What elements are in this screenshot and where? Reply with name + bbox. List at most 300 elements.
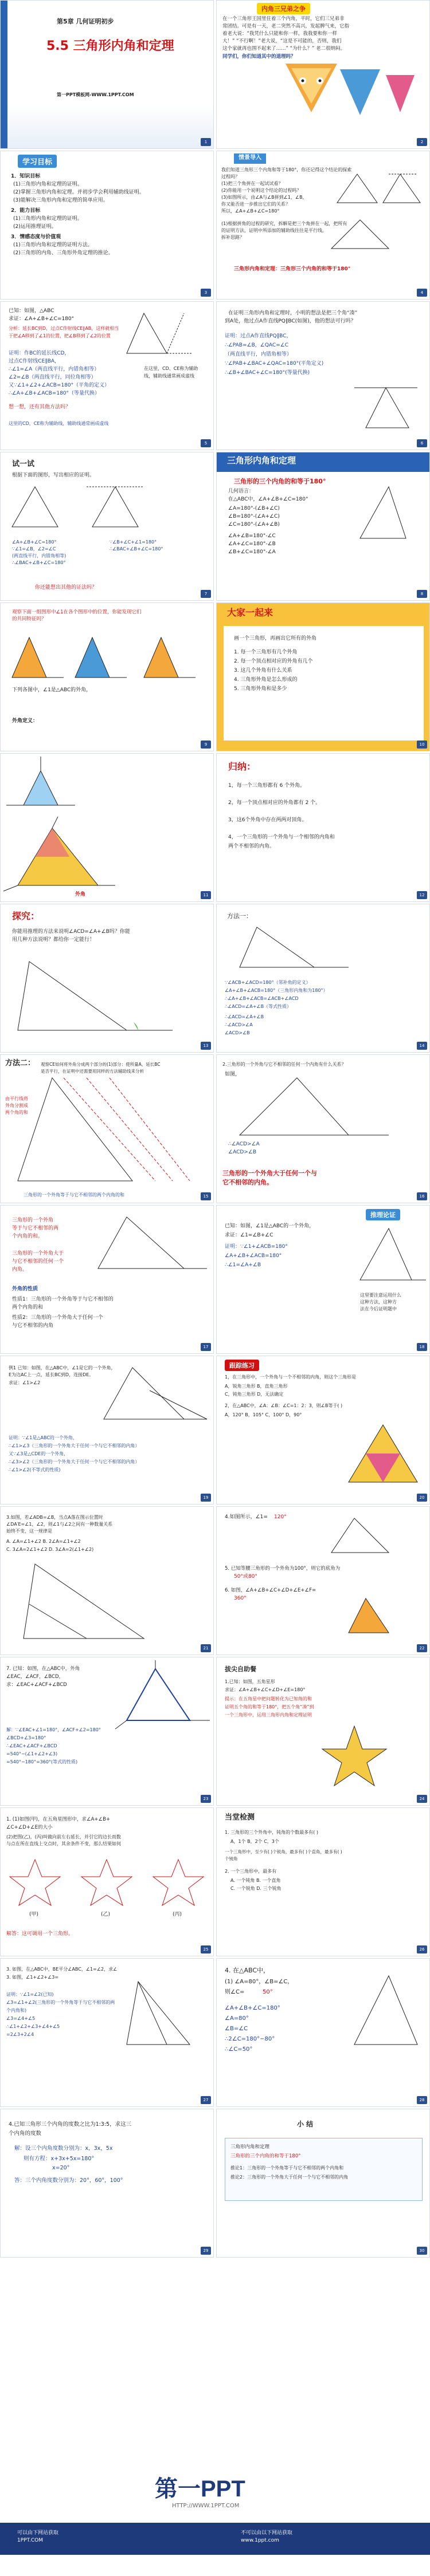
prop-t2: 等于与它不相邻的两 (12, 1226, 59, 1231)
practice-o2: C，钝角三角形 D，无法确定 (225, 1392, 284, 1397)
reason-p2: 求证：∠1=∠B+∠C (225, 1232, 273, 1238)
q4b-l2: 则∠C= (225, 1989, 245, 1995)
slide-badge: 22 (417, 1644, 427, 1652)
slide-badge: 7 (201, 590, 211, 598)
theorem-g4: ∠C=180°-(∠A+∠B) (228, 522, 280, 527)
story-line-2: 常团结。可是有一天，老二突然不高兴，发起脾气来，它指 (222, 23, 350, 29)
p1-proof4: 又∵∠1+∠2+∠ACB=180°（平角的定义） (9, 383, 110, 388)
m2-figure (1, 1055, 214, 1203)
obj-k1c: (3)能解决三角形内角和定理的简单应用。 (13, 198, 108, 203)
slide-badge: 28 (417, 2096, 427, 2104)
q7-p6: ∴∠EAC+∠ACF+∠BCD (6, 1743, 57, 1748)
slide-badge: 2 (417, 138, 427, 146)
ext-p3: 下列各图中，∠1是△ABC的外角， (12, 687, 92, 693)
p1-proof5: ∴∠A+∠B+∠ACB=180°（等量代换） (9, 391, 100, 396)
stars-p1: 1. (1)如图(甲)，在五角星图形中，求∠A+∠B+ (6, 1817, 111, 1822)
activity-i6: 5. 三角形外角和是多少 (234, 686, 287, 692)
challenge-star (217, 1657, 430, 1806)
activity-header: 大家一起来 (227, 607, 273, 618)
q4b-l6: ∴2∠C=180°−80° (225, 2036, 275, 2042)
intro-p10: 拆补思路？ (221, 235, 244, 240)
q3b-l4: ∠3=∠4+∠5 (6, 2016, 36, 2021)
slide-badge: 21 (201, 1644, 211, 1652)
try-l1: ∠A+∠B+∠C=180° (12, 539, 57, 545)
final-p4: 推论2：三角形的一个外角大于任何一个与它不相邻的内角 (230, 2175, 349, 2180)
slide-badge: 19 (201, 1494, 211, 1502)
prop-e2: 性质1：三角形的一个外角等于与它不相邻的 (12, 1297, 114, 1302)
q3-l3: 始终不变，这一规律是 (6, 1529, 52, 1534)
try-figures (1, 452, 214, 601)
ineq-c1: 三角形的一个外角大于任何一个与 (222, 1169, 317, 1177)
summary-r2: 2，每一个顶点相对应的外角都有 2 个。 (228, 800, 321, 806)
quiz-q1: 1. 三角形的三个外角中，钝角的个数最多有( ) (225, 1830, 318, 1835)
slide-method-2 (0, 1054, 214, 1203)
slide-badge: 15 (201, 1192, 211, 1200)
slide-badge: 12 (417, 891, 427, 899)
slide-objectives (0, 151, 214, 300)
slide-badge: 5 (201, 439, 211, 447)
q3b-l1: 证明：∵∠1=∠2(已知) (6, 1992, 54, 1997)
final-p2: 三角形的三个内角的和等于180° (230, 2153, 301, 2159)
slide-story (216, 0, 430, 149)
q3b-l6: =2∠3+2∠4 (6, 2032, 34, 2037)
slide-question-4 (216, 1958, 430, 2107)
try-l3: (两直线平行，内错角相等) (12, 553, 67, 558)
story-line-1: 在一个三角形王国里住着三个内角，平时，它们三兄弟非 (222, 16, 345, 22)
obj-k1b: (2)掌握三角形内角和定理。并初步学会利用辅助线证明。 (13, 190, 144, 195)
theorem-g1: 在△ABC中，∠A+∠B+∠C=180° (228, 497, 308, 502)
q4b-l3: ∠A+∠B+∠C=180° (225, 2005, 280, 2011)
slide-activity (216, 602, 430, 751)
quiz-o3: C. 一个锐角 D. 三个锐角 (230, 1886, 282, 1891)
slide-badge: 30 (417, 2247, 427, 2255)
summary-title: 归纳： (228, 761, 256, 772)
practice-o1: A，锐角三角形 B，直角三角形 (225, 1384, 288, 1389)
q4b-title: 4. 在△ABC中， (225, 1967, 270, 1974)
final-p1: 三角形内角和定理 (230, 2144, 270, 2150)
story-banner: 内角三兄弟之争 (257, 3, 310, 14)
p1-tail: 这里的CD，CE称为辅助线，辅助线通常画成虚线 (9, 421, 109, 426)
footer-url[interactable]: HTTP://WWW.1PPT.COM (172, 2503, 240, 2509)
theorem-title: 三角形内角和定理 (227, 455, 296, 466)
prop-t3: 个内角的和。 (12, 1234, 44, 1239)
q4b-l7: ∴∠C=50° (225, 2046, 253, 2053)
footer-b1: 可以由下网站获取 (17, 2530, 59, 2536)
obj-k3: 3．情感态度与价值观 (11, 234, 61, 240)
reason-p3: 证明：∵∠1+∠ACB=180° (225, 1244, 288, 1250)
p2-line7: ∴∠B+∠BAC+∠C=180°(等量代换) (225, 370, 310, 376)
p2-line3: 证明：过点A作直线PQ∥BC， (225, 333, 292, 339)
m2-p1: 观察CE如何将外角分成两个部分的(1)部分：使所量A，延长BC (41, 1062, 161, 1067)
slide-intro (216, 151, 430, 300)
footer-logo: 第一PPT (155, 2476, 245, 2502)
slide-badge: 11 (201, 891, 211, 899)
ineq-p1: 2.三角形的一个外角与它不相邻的任何一个内角有什么关系？ (222, 1062, 346, 1067)
ex1-p1: 例1 已知：如图，在△ABC中，∠1是它的一个外角， (9, 1365, 116, 1370)
q3b-l3: 个内角和) (6, 2008, 27, 2013)
footer-band (0, 2523, 430, 2555)
story-question: 同学们，你们知道其中的道理吗？ (222, 54, 296, 60)
challenge-p4: 证明五个角的和等于180°，把五个角“凑”到 (225, 1704, 314, 1710)
theorem-g2: ∠A=180°-(∠B+∠C) (228, 506, 280, 511)
slide-title-text: 5.5 三角形内角和定理 (46, 39, 174, 53)
story-line-5: 这个家就再也围不起来了……” “为什么？” 老二很纳闷。 (222, 46, 346, 52)
p1-proof1: 过点C作射线CE∥BA， (9, 359, 60, 364)
reason-p4: ∠A+∠B+∠ACB=180° (225, 1253, 282, 1259)
p1-proof2: ∴∠1=∠A（两直线平行，内错角相等） (9, 367, 100, 372)
ex1-p8: ∴∠1>∠2(不等式的性质) (9, 1467, 61, 1472)
p1-proof0: 证明：作BC的延长线CD， (9, 350, 70, 356)
intro-header: 情景导入 (234, 153, 266, 164)
reason-figure (217, 1206, 430, 1354)
m2-title: 方法二： (5, 1059, 36, 1068)
slide-badge: 4 (417, 289, 427, 297)
m2-s3: 两个角的和 (5, 1110, 28, 1115)
theorem-g3: ∠B=180°-(∠A+∠C) (228, 514, 280, 519)
slide-badge: 3 (201, 289, 211, 297)
challenge-p1: 1.已知：如图，五角星形 (225, 1679, 275, 1684)
intro-p1: 我们知道三角形三个内角和等于180°，你还记得这个结论的探索 (221, 167, 352, 172)
practice-figure (217, 1356, 430, 1504)
q3-o2: C. 3∠A=2∠1+∠2 D. 3∠A=2(∠1+∠2) (6, 1547, 94, 1552)
m1-l5: ∴∠ACD=∠A+∠B (225, 1014, 264, 1019)
ratio-p4: 则有方程：x+3x+5x=180° (24, 2156, 95, 2162)
m1-l6: ∴∠ACD>∠A (225, 1022, 253, 1027)
slide-accent-bar (1, 1, 7, 149)
stars-label-b: (乙) (101, 1912, 111, 1917)
ext-p4: 外角定义： (12, 718, 38, 724)
obj-k1: 1．知识目标 (11, 174, 41, 179)
slide-badge: 13 (201, 1042, 211, 1050)
theorem-lang: 几何语言： (228, 489, 255, 494)
reason-p5: ∴∠1=∠A+∠B (225, 1262, 261, 1268)
quiz-q1c: 个钝角 (225, 1856, 238, 1861)
quiz-q2: 2. 一个三角形中，最多有 (225, 1869, 277, 1874)
practice-q2: 2，在△ABC中，∠A：∠B：∠C=1：2：3，则∠B等于( ) (225, 1403, 343, 1408)
p2-line5: （两直线平行，内错角相等） (225, 352, 292, 357)
activity-i2: 1. 每一个三角形有几个外角 (234, 649, 298, 655)
reason-p1: 已知：如图，∠1是△ABC的一个外角， (225, 1223, 315, 1229)
summary-r3: 3，这6个外角中存在两两对顶角。 (228, 817, 307, 823)
q3b-p2: 3. 如图，∠1+∠2+∠3= (6, 1975, 59, 1980)
intro-diagrams (217, 151, 430, 300)
final-summary-title: 小 结 (297, 2120, 314, 2128)
practice-o3: A，120° B，105° C，100° D，90° (225, 1412, 302, 1417)
slide-question-3b (0, 1958, 214, 2107)
slide-challenge (216, 1657, 430, 1806)
q3b-l2: ∠3=∠1+∠2(三角形的一个外角等于与它不相邻的两 (6, 2000, 115, 2005)
summary-r5: 两个不相邻的内角。 (228, 844, 275, 849)
q4-text: 4.如图所示，∠1= (225, 1514, 268, 1520)
q6-text: 6. 如图，∠A+∠B+∠C+∠D+∠E+∠F= (225, 1588, 316, 1593)
slide-ext-figure (0, 753, 214, 902)
prop-t5: 与它不相邻的任何一个 (12, 1259, 64, 1265)
try-sub: 根据下面的图形，写出相应的证明。 (12, 472, 95, 478)
q3b-p1: 3. 如图，在△ABC中，BE平分∠ABC，∠1=∠2，求∠ (6, 1967, 118, 1972)
ex1-p2: E为边AC上一点，延长BC到D，连接DE。 (9, 1372, 94, 1377)
theorem-g6: ∠A+∠C=180°-∠B (228, 541, 276, 547)
slide-badge: 24 (417, 1795, 427, 1803)
slide-badge: 17 (201, 1343, 211, 1351)
ex1-figure (1, 1356, 214, 1504)
slide-summary-ext (216, 753, 430, 902)
intro-p2: 过程吗？ (221, 174, 240, 179)
obj-k3b: (2)三角形的内角、三角形外角定理的推论。 (13, 250, 114, 256)
slide-question-7 (0, 1657, 214, 1806)
ex1-p7: ∴∠3>∠2（三角形的一个外角大于任何一个与它不相邻的内角） (9, 1459, 140, 1464)
stars-p4: 与点在所在直线上交点时，其余条件不变，那么结果如何 (6, 1841, 121, 1846)
reason-n2: 这种方法，这种方 (360, 1299, 397, 1305)
reason-header: 推理论证 (366, 1209, 400, 1220)
m1-l3: ∴∠A+∠B+∠ACB=∠ACB+∠ACD (225, 996, 299, 1001)
slide-proof-2 (216, 301, 430, 450)
q4-answer: 120° (274, 1514, 287, 1520)
intro-conclusion: 三角形内角和定理：三角形三个内角的和等于180° (234, 266, 351, 272)
explore-title: 探究： (12, 911, 40, 921)
ext-figures (1, 603, 214, 751)
slide-badge: 23 (201, 1795, 211, 1803)
slide-badge: 16 (417, 1192, 427, 1200)
intro-p4: (2)你能用一个说明这个结论的过程吗？ (221, 188, 302, 193)
q5-text: 5. 已知等腰三角形的一个外角为100°，则它的底角为 (225, 1566, 341, 1571)
practice-header: 跟踪练习 (225, 1360, 259, 1371)
q4b-a2: 50° (263, 1989, 273, 1995)
q7-p1: 7. 已知：如图，在△ABC中，外角 (6, 1666, 80, 1672)
slide-badge: 9 (201, 740, 211, 749)
activity-i3: 2. 每一个顶点相对应的外角有几个 (234, 659, 313, 664)
ineq-p3: ∴∠ACD>∠A (228, 1141, 260, 1147)
m2-s2: 外角分割成 (5, 1103, 28, 1108)
try-l2: ∵∠1=∠B，∠2=∠C (12, 546, 56, 552)
q3-l2: ∠DA′E=∠1，∠2，则∠1与∠2之间有一种数量关系 (6, 1522, 113, 1527)
ex1-p6: 又∵∠3是△CDE的一个外角， (9, 1451, 69, 1456)
slide-badge: 27 (201, 2096, 211, 2104)
slide-title (0, 0, 214, 149)
quiz-o2: A. 一个钝角 B. 一个直角 (230, 1878, 281, 1883)
q7-p5: ∠BCD+∠3=180° (6, 1735, 46, 1740)
slide-questions-4-6 (216, 1506, 430, 1655)
intro-p8: (1)根据拼角的过程的研究，拆解是把三个角拼在一起，把所有 (221, 221, 347, 226)
slide-reasoning (216, 1205, 430, 1354)
q7-p3: 求：∠EAC+∠ACF+∠BCD (6, 1682, 67, 1688)
quiz-q1b: 一个三角形中，至少有( )个锐角，最多有( )个直角，最多有( ) (225, 1849, 342, 1854)
reason-n3: 法在今后证明题中 (360, 1306, 397, 1311)
objectives-header: 学习目标 (18, 155, 57, 168)
summary-r1: 1，每一个三角形都有 6 个外角。 (228, 783, 306, 789)
m2-s1: 由平行线将 (5, 1096, 28, 1101)
theorem-triangle-figure (217, 452, 430, 601)
slide-method-1 (216, 904, 430, 1053)
ratio-p1: 4.已知三角形三个内角的度数之比为1:3:5，求这三 (9, 2121, 132, 2128)
slide-ext-properties (0, 1205, 214, 1354)
stars-label-a: (甲) (29, 1912, 39, 1917)
slide-badge: 29 (201, 2247, 211, 2255)
p1-proof3: ∠2=∠B（两直线平行，同位角相等） (9, 375, 96, 380)
m1-l4: ∴∠ACD=∠A+∠B（等式性质） (225, 1004, 292, 1009)
ratio-p3: 解：设三个内角度数分别为：x，3x，5x (14, 2145, 113, 2152)
try-question: 你还能想出其他的证法吗？ (35, 585, 97, 590)
slide-badge: 14 (417, 1042, 427, 1050)
obj-k1a: (1)三角形内角和定理的证明。 (13, 182, 83, 187)
ext-caption: 外角 (75, 892, 86, 897)
stars-note: 解答：这可调用一个三角形。 (6, 1931, 74, 1937)
intro-p3: (1)把三个角拼在一起试试看？ (221, 181, 283, 186)
slide-theorem (216, 452, 430, 601)
prop-t6: 内角。 (12, 1267, 28, 1273)
slide-quiz (216, 1807, 430, 1956)
p2-line1: 在证明三角形内角和定理时，小明的想法是把三个角“凑” (228, 310, 358, 316)
story-line-4: 大！” “不行啊！”老大说，“这是不可能的，否则，我们 (222, 38, 342, 44)
q4b-l1: (1) ∠A=80°，∠B=∠C， (225, 1979, 294, 1985)
m1-l2: ∠A+∠B+∠ACB=180°（三角形内角和为180°） (225, 988, 328, 993)
slide-try (0, 452, 214, 601)
p2-triangle-figure (217, 302, 430, 450)
footer-b4[interactable]: www.1ppt.com (241, 2538, 279, 2543)
reason-n1: 这里要注意运用什么 (360, 1293, 401, 1298)
ratio-p5: x=20° (52, 2165, 70, 2171)
challenge-p3: 提示：在五角星中把问题转化为已知角的和 (225, 1696, 312, 1701)
ext-p1: 观察下面一组图形中∠1在各个图形中的位置，你能发现它们 (12, 609, 142, 615)
activity-i4: 3. 这几个外角有什么关系 (234, 668, 292, 673)
p1-note: 想一想，还有其他方法吗？ (9, 404, 71, 410)
site-label: 第一PPT模板网-WWW.1PPT.COM (57, 92, 134, 97)
slide-badge: 25 (201, 1945, 211, 1953)
m1-l7: ∠ACD>∠B (225, 1030, 250, 1035)
slide-ratio (0, 2109, 214, 2258)
prop-t1: 三角形的一个外角 (12, 1218, 54, 1223)
ex1-p5: ∴∠1>∠3（三角形的一个外角大于任何一个与它不相邻的内角） (9, 1443, 140, 1448)
obj-k2b: (2)运用推理证明。 (13, 224, 57, 230)
ratio-p2: 个内角的度数 (9, 2130, 42, 2137)
explore-figure (1, 904, 214, 1053)
slide-proof-1 (0, 301, 214, 450)
explore-p1: 你能用推理的方法来说明∠ACD=∠A+∠B吗？你能 (12, 929, 130, 935)
slide-badge: 1 (201, 138, 211, 146)
footer-b2: 不可以由以下网站获取 (241, 2530, 293, 2536)
chapter-label: 第5章 几何证明初步 (57, 18, 114, 25)
q4b-l5: ∠B=∠C (225, 2026, 248, 2032)
q4b-figure (217, 1959, 430, 2107)
stars-label-c: (丙) (173, 1912, 182, 1917)
intro-p9: 的证明方法，证明中所添加的辅助线往往是平行线。 (221, 228, 327, 233)
theorem-g5: ∠A+∠B=180°-∠C (228, 533, 276, 539)
try-l4: ∴∠BAC+∠B+∠C=180° (12, 560, 66, 565)
prop-e1: 外角的性质 (12, 1286, 38, 1292)
slide-badge: 18 (417, 1343, 427, 1351)
q3b-l5: ∴∠1+∠2+∠3+∠4+∠5 (6, 2024, 60, 2029)
obj-k2: 2．能力目标 (11, 208, 41, 214)
slide-ext-inequality (216, 1054, 430, 1203)
summary-r4: 4，一个三角形的一个外角与一个相邻的内角和 (228, 834, 335, 840)
q7-p8: =540°−180°=360°(等式的性质) (6, 1759, 78, 1764)
q5-answer: 50°或80° (234, 1574, 257, 1580)
p1-prove: 求证：∠A+∠B+∠C=180° (9, 316, 75, 322)
p2-line4: ∴∠PAB=∠B，∠QAC=∠C (225, 342, 289, 348)
ext-p2: 的共同特征吗？ (12, 616, 46, 622)
q7-p2: ∠EAC，∠ACF，∠BCD， (6, 1674, 64, 1680)
slide-explore (0, 904, 214, 1053)
quiz-header: 当堂检测 (225, 1813, 255, 1822)
final-p3: 推论1：三角形的一个外角等于与它不相邻的两个内角和 (230, 2165, 344, 2171)
q3-figure (1, 1507, 214, 1655)
explore-p2: 用几种方法说明？都给你一定能行！ (12, 937, 95, 943)
try-l5: ∵∠B+∠C+∠1=180° (110, 539, 157, 545)
slide-exterior-angles (0, 602, 214, 751)
m1-l1: ∵∠ACB+∠ACD=180°（邻补角的定义） (225, 980, 311, 985)
q6-answer: 360° (234, 1596, 247, 1601)
slide-badge: 10 (417, 740, 427, 749)
q7-p4: 解：∵∠EAC+∠1=180°，∠ACF+∠2=180° (6, 1727, 101, 1732)
prop-e5: 与它不相邻的内角 (12, 1323, 54, 1329)
q7-p7: =540°−(∠1+∠2+∠3) (6, 1751, 58, 1756)
p1-side-note: 在这里，CD、CE称为辅助线，辅助线通常画成虚线 (144, 366, 198, 379)
challenge-p5: 一个三角形中，运用三角形内角和定理证明 (225, 1712, 312, 1718)
activity-i1: 画一个三角形，再画出它所有的外角 (234, 636, 317, 641)
prop-e4: 性质2：三角形的一个外角大于任何一个 (12, 1315, 103, 1321)
try-l6: ∴∠BAC+∠B+∠C=180° (110, 546, 163, 552)
slide-stars (0, 1807, 214, 1956)
p1-given: 已知：如图，△ABC (9, 308, 54, 314)
ineq-c2: 它不相邻的内角。 (222, 1179, 273, 1186)
intro-p7: 所以，∠A+∠B+∠C=180° (221, 208, 280, 214)
try-title: 试一试 (12, 460, 35, 468)
m2-conclusion: 三角形的一个外角等于与它不相邻的两个内角的和 (24, 1192, 124, 1198)
footer (0, 2464, 430, 2576)
practice-q1: 1，在三角形中，一个外角与一个不相邻的内角，则这个三角形是 (225, 1374, 357, 1380)
q3-l1: 3.如图，若∠ADB=∠B，当点A落在图示位置时 (6, 1515, 103, 1520)
p1-analysis: 分析：延长BC到D，过点C作射线CE∥AB，这样就相当于把∠A移到了∠1的位置，把∠B移到了∠2的位置 (9, 326, 119, 338)
q3-o1: A. ∠A=∠1+∠2 B. 2∠A=∠1+∠2 (6, 1539, 81, 1544)
m2-p2: 是否平行，在证明中还需要用同样的方法辅助线来分析 (41, 1069, 144, 1074)
challenge-header: 拔尖自助餐 (225, 1665, 256, 1673)
intro-p5: (3)如图所示，由∠A与∠B拼到∠1，∠B， (221, 195, 307, 200)
slide-badge: 26 (417, 1945, 427, 1953)
activity-i5: 4. 三角形外角是怎么形成的 (234, 677, 298, 683)
quiz-o1: A，1个 B，2个 C，3个 (230, 1839, 279, 1844)
p2-line2: 到A处，他过点A作直线PQ∥BC(如图)，他的想法可行吗？ (225, 318, 356, 324)
m1-title: 方法一： (227, 912, 252, 920)
stars-p3: (2)把图(乙)，(丙)叫做向前左右延长，并引它的边长而数 (6, 1834, 121, 1840)
intro-p6: 你又能否进一步推出它们的关系？ (221, 202, 290, 207)
story-triangles-illustration (217, 1, 430, 149)
slide-badge: 20 (417, 1494, 427, 1502)
q4b-l4: ∠A=80° (225, 2015, 249, 2022)
prop-figure (1, 1206, 214, 1354)
ex1-p4: 证明：∵∠1是△ABC的一个外角， (9, 1435, 77, 1440)
footer-b3[interactable]: 1PPT.COM (17, 2538, 44, 2543)
slide-badge: 8 (417, 590, 427, 598)
prop-t4: 三角形的一个外角大于 (12, 1251, 64, 1257)
ineq-p2: 如图， (225, 1072, 241, 1077)
story-line-3: 着老大说：“我凭什么只能和你一样，我我要和你一样 (222, 31, 337, 37)
obj-k2a: (1)三角形内角和定理的证明。 (13, 216, 83, 222)
prop-e3: 两个内角的和 (12, 1305, 44, 1310)
ratio-p6: 答：三个内角度数分别为：20°，60°，100° (14, 2177, 123, 2184)
slide-question-3 (0, 1506, 214, 1655)
theorem-g7: ∠B+∠C=180°-∠A (228, 549, 276, 555)
slide-example-1 (0, 1356, 214, 1504)
ext-angle-diagram (1, 754, 214, 902)
stars-p2: ∠C+∠D+∠E的大小 (6, 1825, 53, 1830)
q4-figure (217, 1507, 430, 1655)
ineq-p4: ∠ACD>∠B (228, 1149, 257, 1155)
obj-k3a: (1)三角形内角和定理的证明方法。 (13, 242, 93, 248)
ex1-p3: 求证：∠1>∠2 (9, 1380, 41, 1385)
slide-summary (216, 2109, 430, 2258)
p2-line6: ∵∠PAB+∠BAC+∠QAC=180°(平角定义) (225, 361, 324, 367)
slide-practice (216, 1356, 430, 1504)
slide-badge: 6 (417, 439, 427, 447)
